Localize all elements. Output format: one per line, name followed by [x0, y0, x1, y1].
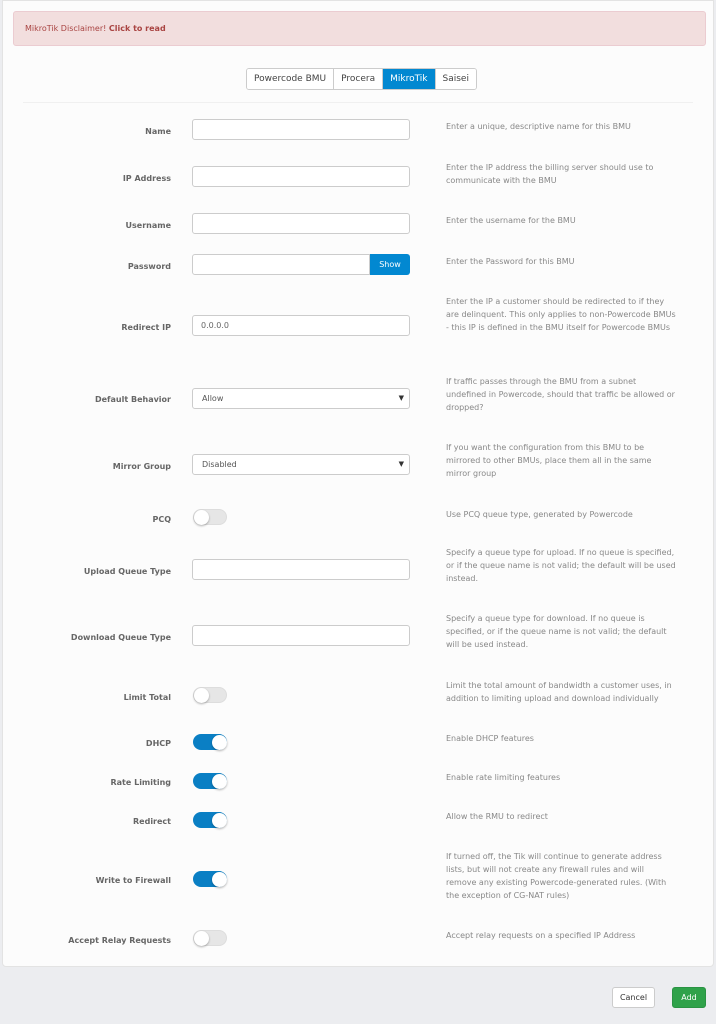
toggle-knob	[194, 688, 209, 703]
upload-queue-type-help: Specify a queue type for upload. If no queue is specified, or if the queue name is not valid; the default will be used instead.	[446, 548, 676, 583]
default-behavior-value: Allow	[202, 394, 224, 403]
download-queue-type-input[interactable]	[192, 625, 410, 646]
tab-powercode-bmu[interactable]: Powercode BMU	[247, 69, 334, 89]
accept-relay-requests-toggle[interactable]	[193, 930, 227, 946]
toggle-knob	[212, 872, 227, 887]
redirect-label: Redirect	[133, 817, 171, 826]
bmu-type-tabs	[246, 68, 477, 90]
mirror-group-select[interactable]	[192, 454, 410, 475]
redirect-ip-label: Redirect IP	[121, 323, 171, 332]
pcq-toggle[interactable]	[193, 509, 227, 525]
accept-relay-requests-label: Accept Relay Requests	[68, 936, 171, 945]
rate-limiting-label: Rate Limiting	[110, 778, 171, 787]
ip-address-help: Enter the IP address the billing server should use to communicate with the BMU	[446, 163, 654, 185]
download-queue-type-label: Download Queue Type	[70, 633, 171, 642]
pcq-help: Use PCQ queue type, generated by Powercode	[446, 510, 633, 519]
disclaimer-link[interactable]: Click to read	[108, 24, 166, 33]
default-behavior-select[interactable]	[192, 388, 410, 409]
caret-down-icon: ▼	[398, 460, 404, 468]
show-password-button[interactable]: Show	[370, 254, 410, 275]
write-to-firewall-help: If turned off, the Tik will continue to generate address lists, but will not create any firewall rules and will remove any existing Powercode-generated rules. (With the exception of CG-NAT rules)	[446, 852, 667, 900]
write-to-firewall-toggle[interactable]	[193, 871, 227, 887]
accept-relay-requests-help: Accept relay requests on a specified IP Address	[446, 931, 636, 940]
ip-address-input[interactable]	[192, 166, 410, 187]
tab-saisei[interactable]: Saisei	[436, 69, 476, 89]
upload-queue-type-input[interactable]	[192, 559, 410, 580]
rate-limiting-toggle[interactable]	[193, 773, 227, 789]
username-label: Username	[125, 221, 171, 230]
toggle-knob	[212, 774, 227, 789]
mirror-group-help: If you want the configuration from this BMU to be mirrored to other BMUs, place them all in the same mirror group	[446, 443, 652, 478]
write-to-firewall-label: Write to Firewall	[95, 876, 171, 885]
limit-total-toggle[interactable]	[193, 687, 227, 703]
cancel-button[interactable]: Cancel	[612, 987, 655, 1008]
name-input[interactable]	[192, 119, 410, 140]
username-help: Enter the username for the BMU	[446, 216, 576, 225]
default-behavior-label: Default Behavior	[94, 395, 171, 404]
download-queue-type-help: Specify a queue type for download. If no queue is specified, or if the queue name is not valid; the default will be used instead.	[446, 614, 667, 649]
limit-total-help: Limit the total amount of bandwidth a customer uses, in addition to limiting upload and download individually	[446, 681, 672, 703]
limit-total-label: Limit Total	[123, 693, 171, 702]
mikrotik-disclaimer-alert[interactable]	[13, 11, 706, 46]
default-behavior-help: If traffic passes through the BMU from a subnet undefined in Powercode, should that traffic be allowed or dropped?	[446, 377, 675, 412]
bmu-form-panel	[2, 0, 714, 967]
dhcp-help: Enable DHCP features	[446, 734, 534, 743]
name-label: Name	[145, 127, 171, 136]
toggle-knob	[212, 735, 227, 750]
password-help: Enter the Password for this BMU	[446, 257, 575, 266]
toggle-knob	[194, 931, 209, 946]
redirect-help: Allow the RMU to redirect	[446, 812, 548, 821]
dhcp-toggle[interactable]	[193, 734, 227, 750]
password-label: Password	[127, 262, 171, 271]
password-input[interactable]	[192, 254, 370, 275]
redirect-toggle[interactable]	[193, 812, 227, 828]
name-help: Enter a unique, descriptive name for this BMU	[446, 122, 631, 131]
disclaimer-text: MikroTik Disclaimer!	[25, 24, 107, 33]
divider	[23, 102, 693, 103]
upload-queue-type-label: Upload Queue Type	[83, 567, 171, 576]
mirror-group-label: Mirror Group	[112, 462, 171, 471]
ip-address-label: IP Address	[122, 174, 171, 183]
tab-mikrotik[interactable]: MikroTik	[383, 69, 435, 89]
pcq-label: PCQ	[152, 515, 171, 524]
mirror-group-value: Disabled	[202, 460, 237, 469]
redirect-ip-help: Enter the IP a customer should be redirected to if they are delinquent. This only applies to non-Powercode BMUs - this IP is defined in the BMU itself for Powercode BMUs	[446, 297, 676, 332]
redirect-ip-input[interactable]: 0.0.0.0	[192, 315, 410, 336]
rate-limiting-help: Enable rate limiting features	[446, 773, 561, 782]
username-input[interactable]	[192, 213, 410, 234]
add-button[interactable]: Add	[672, 987, 706, 1008]
toggle-knob	[212, 813, 227, 828]
dhcp-label: DHCP	[145, 739, 171, 748]
caret-down-icon: ▼	[398, 394, 404, 402]
tab-procera[interactable]: Procera	[334, 69, 383, 89]
toggle-knob	[194, 510, 209, 525]
